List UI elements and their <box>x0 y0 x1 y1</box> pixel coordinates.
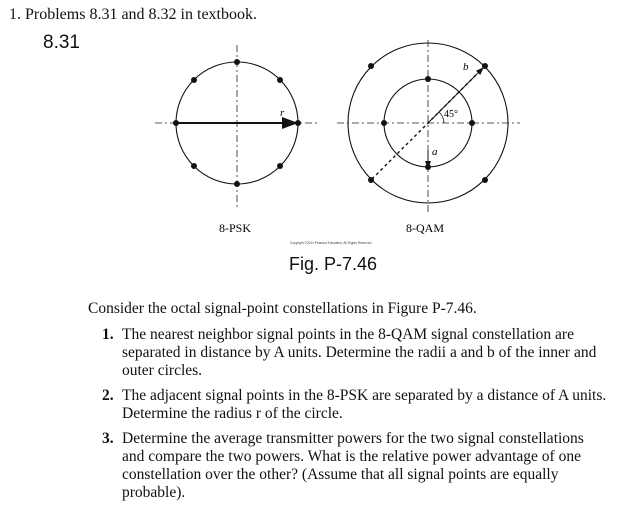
psk-point <box>277 163 283 169</box>
psk-point <box>191 77 197 83</box>
question-text: Determine the average transmitter powers for the two signal constellations and compare the two powers. What is the relative power advantage of one constellation over the other? (Assume that all signal points are equally probable). <box>122 430 584 501</box>
question-number: 3. <box>102 430 114 447</box>
problem-number: 8.31 <box>43 32 80 53</box>
qam-point <box>381 120 387 126</box>
qam-point <box>368 63 374 69</box>
question-item <box>88 430 608 502</box>
qam-point <box>482 177 488 183</box>
qam-outer-label: b <box>463 61 469 73</box>
qam-point <box>368 177 374 183</box>
question-text: The adjacent signal points in the 8-PSK are separated by a distance of A units. Determine the radius r of the circle. <box>122 387 607 422</box>
psk-radius-label: r <box>280 107 285 119</box>
qam-inner-label: a <box>432 146 438 158</box>
psk-point <box>295 120 301 126</box>
question-item <box>88 387 608 423</box>
qam-point <box>482 63 488 69</box>
qam-angle-label: 45° <box>444 109 458 120</box>
qam-point <box>425 76 431 82</box>
psk-point <box>173 120 179 126</box>
psk-diagram <box>155 45 320 235</box>
question-number: 2. <box>102 387 114 404</box>
qam-point <box>469 120 475 126</box>
figure-caption: Fig. P-7.46 <box>289 254 378 274</box>
figure-copyright: Copyright ©2014 Pearson Education, All Rights Reserved <box>290 241 372 245</box>
intro-text: Consider the octal signal-point constellations in Figure P-7.46. <box>88 300 477 317</box>
qam-label: 8-QAM <box>406 221 444 235</box>
question-item <box>88 326 608 380</box>
psk-point <box>191 163 197 169</box>
question-text: The nearest neighbor signal points in the 8-QAM signal constellation are separated in distance by A units. Determine the radii a and b of the inner and outer circles. <box>122 326 597 379</box>
qam-diagram <box>337 40 520 235</box>
psk-point <box>234 181 240 187</box>
question-list <box>88 326 608 509</box>
psk-point <box>234 59 240 65</box>
problem-heading: 1. Problems 8.31 and 8.32 in textbook. <box>9 6 257 23</box>
psk-point <box>277 77 283 83</box>
question-number: 1. <box>102 326 114 343</box>
qam-point <box>425 164 431 170</box>
psk-label: 8-PSK <box>219 221 252 235</box>
